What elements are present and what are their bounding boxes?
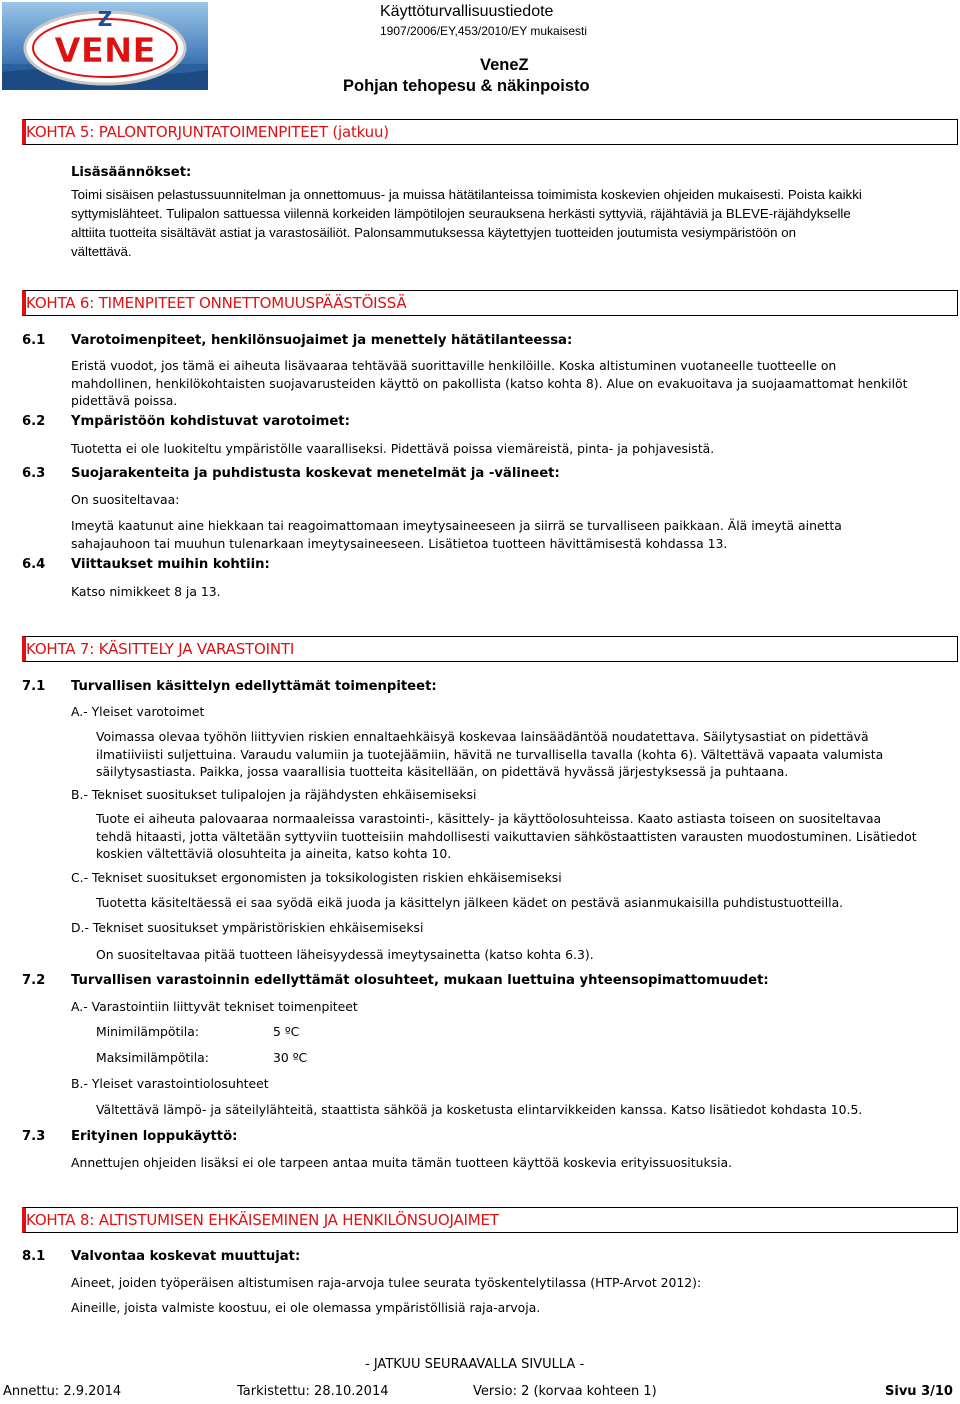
text-line: tehdä hitaasti, jotta vältetään syttyviin tuotteisiin mahdollisesti vaikuttavien sähköstaattisten varausten muodostuminen. Lisätiedot <box>96 828 917 844</box>
item-label-c: C.- Tekniset suositukset ergonomisten ja toksikologisten riskien ehkäisemiseksi <box>71 870 562 885</box>
product-brand: VeneZ <box>480 56 529 74</box>
subsection-number: 8.1 <box>22 1249 46 1264</box>
section-5-extra-heading: Lisäsäännökset: <box>71 165 192 180</box>
subsection-text: Aineet, joiden työperäisen altistumisen raja-arvoja tulee seurata työskentelytilassa (HTP-Arvot 2012): <box>71 1275 702 1290</box>
item-text-a <box>96 728 956 781</box>
section-8-title: KOHTA 8: ALTISTUMISEN EHKÄISEMINEN JA HENKILÖNSUOJAIMET <box>26 1211 499 1229</box>
item-label-a: A.- Varastointiin liittyvät tekniset toimenpiteet <box>71 999 358 1014</box>
text-line: Tuotetta ei ole luokiteltu ympäristölle vaaralliseksi. Pidettävä poissa viemäreistä, pinta- ja pohjavesistä. <box>71 441 715 456</box>
min-temp-value: 5 ºC <box>273 1024 300 1039</box>
text-line: sahajauhoon tai muuhun tulenarkaan imeytysaineeseen. Lisätietoa tuotteen hävittämisestä kohdassa 13. <box>71 535 728 551</box>
text-line: pidettävä poissa. <box>71 393 178 409</box>
item-text-b <box>96 810 956 863</box>
subsection-text <box>71 517 951 552</box>
item-text-c <box>96 894 956 912</box>
subsection-number: 6.1 <box>22 333 46 348</box>
subsection-text: Annettujen ohjeiden lisäksi ei ole tarpeen antaa muita tämän tuotteen käyttöä koskevia erityissuosituksia. <box>71 1155 733 1170</box>
text-line: mahdollinen, henkilökohtaisten suojavarusteiden käyttö on pakollista (katso kohta 8). Alue on evakuoitava ja suojaamattomat henkilöt <box>71 375 908 391</box>
svg-text:Z: Z <box>97 7 113 31</box>
subsection-heading: Erityinen loppukäyttö: <box>71 1129 238 1144</box>
subsection-heading: Suojarakenteita ja puhdistusta koskevat menetelmät ja -välineet: <box>71 466 560 481</box>
section-6-title: KOHTA 6: TIMENPITEET ONNETTOMUUSPÄÄSTÖISSÄ <box>26 294 407 312</box>
document-title: Käyttöturvallisuustiedote <box>380 3 554 20</box>
section-7-title: KOHTA 7: KÄSITTELY JA VARASTOINTI <box>26 640 295 658</box>
text-line: Tuote ei aiheuta palovaaraa normaaleissa varastointi-, käsittely- ja käyttöolosuhteissa. Kaato astiasta toiseen on suositeltavaa <box>96 811 882 826</box>
item-text-b: Vältettävä lämpö- ja säteilylähteitä, staattista sähköä ja kosketusta elintarvikkeiden kanssa. Katso lisätiedot kohdasta 10.5. <box>96 1102 863 1117</box>
text-line: On suositeltavaa pitää tuotteen läheisyydessä imeytysainetta (katso kohta 6.3). <box>96 947 594 962</box>
subsection-number: 6.3 <box>22 466 46 481</box>
footer-page-number: Sivu 3/10 <box>885 1384 953 1399</box>
subsection-number: 7.1 <box>22 679 46 694</box>
text-line: Tuotetta käsiteltäessä ei saa syödä eikä juoda ja käsittelyn jälkeen kädet on pestävä asianmukaisilla puhdistustuotteilla. <box>96 895 844 910</box>
section-5-header <box>22 119 958 145</box>
text-line: Voimassa olevaa työhön liittyvien riskien ennaltaehkäisyä koskevaa lainsäädäntöä noudatettava. Säilytysastiat on pidettävä <box>96 729 869 744</box>
max-temp-label: Maksimilämpötila: <box>96 1050 209 1065</box>
item-label-d: D.- Tekniset suositukset ympäristöriskien ehkäisemiseksi <box>71 920 424 935</box>
section-5-title: KOHTA 5: PALONTORJUNTATOIMENPITEET (jatkuu) <box>26 123 389 141</box>
subsection-text: Aineille, joista valmiste koostuu, ei ole olemassa ympäristöllisiä raja-arvoja. <box>71 1300 541 1315</box>
text-line: Imeytä kaatunut aine hiekkaan tai reagoimattomaan imeytysaineeseen ja siirrä se turvalliseen paikkaan. Älä imeytä ainetta <box>71 518 842 533</box>
item-label-b: B.- Tekniset suositukset tulipalojen ja räjähdysten ehkäisemiseksi <box>71 787 477 802</box>
text-line: ilmatiiviisti suljettuina. Varaudu valumiin ja tuotejäämiin, hävitä ne turvallisella tavalla (kohta 6). Vältettävä vapaata valumista <box>96 746 884 762</box>
text-line: alttiita tuotteita sisältävät astiat ja varastosäiliöt. Palonsammutuksessa käytettyjen tuotteiden joutumista vesiympäristöön on <box>71 225 797 240</box>
text-line: koskien vältettäviä olosuhteita ja aineita, katso kohta 10. <box>96 846 452 862</box>
item-label-a: A.- Yleiset varotoimet <box>71 704 205 719</box>
text-line: Eristä vuodot, jos tämä ei aiheuta lisävaaraa tehtävää suorittaville henkilöille. Koska altistuminen vuotaneelle tuotteelle on <box>71 358 837 373</box>
subsection-heading: Varotoimenpiteet, henkilönsuojaimet ja menettely hätätilanteessa: <box>71 333 573 348</box>
footer-issued: Annettu: 2.9.2014 <box>3 1384 122 1399</box>
subsection-number: 6.2 <box>22 414 46 429</box>
svg-text:VENE: VENE <box>54 31 156 71</box>
subsection-heading: Turvallisen varastoinnin edellyttämät olosuhteet, mukaan luettuina yhteensopimattomuudet: <box>71 973 769 988</box>
subsection-intro: On suositeltavaa: <box>71 492 180 507</box>
subsection-heading: Ympäristöön kohdistuvat varotoimet: <box>71 414 350 429</box>
min-temp-label: Minimilämpötila: <box>96 1024 200 1039</box>
subsection-text <box>71 583 221 601</box>
company-logo <box>2 2 208 90</box>
section-5-text <box>71 185 951 261</box>
item-label-b: B.- Yleiset varastointiolosuhteet <box>71 1076 269 1091</box>
subsection-text <box>71 357 951 410</box>
footer-revised: Tarkistettu: 28.10.2014 <box>237 1384 389 1399</box>
subsection-number: 7.2 <box>22 973 46 988</box>
text-line: säilytysastiasta. Paikka, jossa vaarallisia tuotteita käsitellään, on pidettävä hyvässä järjestyksessä ja puhtaana. <box>96 764 789 780</box>
product-name: Pohjan tehopesu & näkinpoisto <box>343 77 590 95</box>
regulation-reference: 1907/2006/EY,453/2010/EY mukaisesti <box>380 24 588 38</box>
subsection-text <box>71 440 951 458</box>
text-line: syttymislähteet. Tulipalon sattuessa viilennä korkeiden lämpötilojen seurauksena herkästi syttyviä, räjähtäviä ja BLEVE-räjähdykselle <box>71 206 851 221</box>
continue-note: - JATKUU SEURAAVALLA SIVULLA - <box>365 1357 585 1372</box>
text-line: Toimi sisäisen pelastussuunnitelman ja onnettomuus- ja muissa hätätilanteissa toimimista koskevien ohjeiden mukaisesti. Poista kaikki <box>71 187 862 202</box>
section-7-header <box>22 636 958 662</box>
subsection-number: 6.4 <box>22 557 46 572</box>
section-8-header <box>22 1207 958 1233</box>
subsection-number: 7.3 <box>22 1129 46 1144</box>
max-temp-value: 30 ºC <box>273 1050 308 1065</box>
text-line: Katso nimikkeet 8 ja 13. <box>71 584 221 599</box>
item-text-d <box>96 946 956 964</box>
text-line: vältettävä. <box>71 244 132 259</box>
subsection-heading: Turvallisen käsittelyn edellyttämät toimenpiteet: <box>71 679 437 694</box>
subsection-heading: Valvontaa koskevat muuttujat: <box>71 1249 301 1264</box>
subsection-heading: Viittaukset muihin kohtiin: <box>71 557 270 572</box>
section-6-header <box>22 290 958 316</box>
footer-version: Versio: 2 (korvaa kohteen 1) <box>473 1384 657 1399</box>
